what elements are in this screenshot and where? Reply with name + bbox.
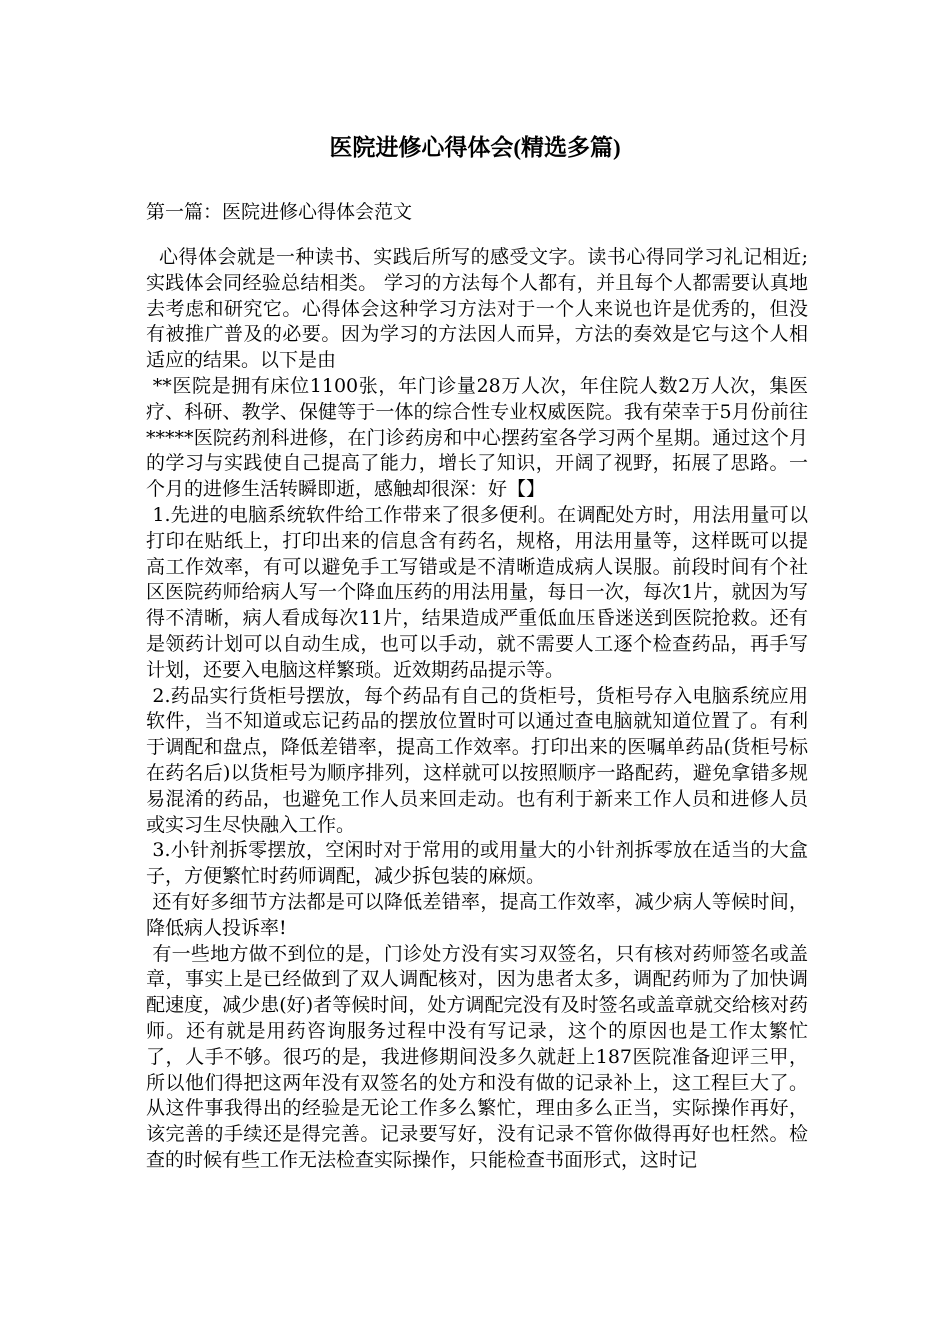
paragraph-point-1: 1.先进的电脑系统软件给工作带来了很多便利。在调配处方时，用法用量可以打印在贴纸上，打印出来的信息含有药名，规格，用法用量等，这样既可以提高工作效率，有可以避免手工写错或是不清晰造成病人误服。前段时间有个社区医院药师给病人写一个降血压药的用法用量，每日一次，每次1片，就因为写得不清晰，病人看成每次11片，结果造成严重低血压昏迷送到医院抢救。还有是领药计划可以自动生成，也可以手动，就不需要人工逐个检查药品，再手写计划，还要入电脑这样繁琐。近效期药品提示等。 <box>146 503 808 681</box>
document-title: 医院进修心得体会(精选多篇) <box>329 135 621 160</box>
paragraph-shortcomings: 有一些地方做不到位的是，门诊处方没有实习双签名，只有核对药师签名或盖章，事实上是已经做到了双人调配核对，因为患者太多，调配药师为了加快调配速度，减少患(好)者等候时间，处方调配完没有及时签名或盖章就交给核对药师。还有就是用药咨询服务过程中没有写记录，这个的原因也是工作太繁忙了，人手不够。很巧的是，我进修期间没多久就赶上187医院准备迎评三甲，所以他们得把这两年没有双签名的处方和没有做的记录补上，这工程巨大了。从这件事我得出的经验是无论工作多么繁忙，理由多么正当，实际操作再好，该完善的手续还是得完善。记录要写好，没有记录不管你做得再好也枉然。检查的时候有些工作无法检查实际操作，只能检查书面形式，这时记 <box>146 942 808 1171</box>
document-body <box>146 245 808 1174</box>
section-heading: 第一篇：医院进修心得体会范文 <box>146 201 413 223</box>
paragraph-hospital: **医院是拥有床位1100张，年门诊量28万人次，年住院人数2万人次，集医疗、科研、教学、保健等于一体的综合性专业权威医院。我有荣幸于5月份前往*****医院药剂科进修，在门诊药房和中心摆药室各学习两个星期。通过这个月的学习与实践使自己提高了能力，增长了知识，开阔了视野，拓展了思路。一个月的进修生活转瞬即逝，感触却很深：好【】 <box>146 374 809 501</box>
paragraph-point-2: 2.药品实行货柜号摆放，每个药品有自己的货柜号，货柜号存入电脑系统应用软件，当不知道或忘记药品的摆放位置时可以通过查电脑就知道位置了。有利于调配和盘点，降低差错率，提高工作效率。打印出来的医嘱单药品(货柜号标在药名后)以货柜号为顺序排列，这样就可以按照顺序一路配药，避免拿错多规易混淆的药品，也避免工作人员来回走动。也有利于新来工作人员和进修人员或实习生尽快融入工作。 <box>146 684 808 836</box>
paragraph-point-3: 3.小针剂拆零摆放，空闲时对于常用的或用量大的小针剂拆零放在适当的大盒子，方便繁忙时药师调配，减少拆包装的麻烦。 <box>146 839 808 888</box>
paragraph-details: 还有好多细节方法都是可以降低差错率，提高工作效率，减少病人等候时间，降低病人投诉率! <box>146 890 808 939</box>
paragraph-intro: 心得体会就是一种读书、实践后所写的感受文字。读书心得同学习礼记相近;实践体会同经验总结相类。 学习的方法每个人都有，并且每个人都需要认真地去考虑和研究它。心得体会这种学习方法对于一个人来说也许是优秀的，但没有被推广普及的必要。因为学习的方法因人而异，方法的奏效是它与这个人相适应的结果。以下是由 <box>146 246 808 372</box>
